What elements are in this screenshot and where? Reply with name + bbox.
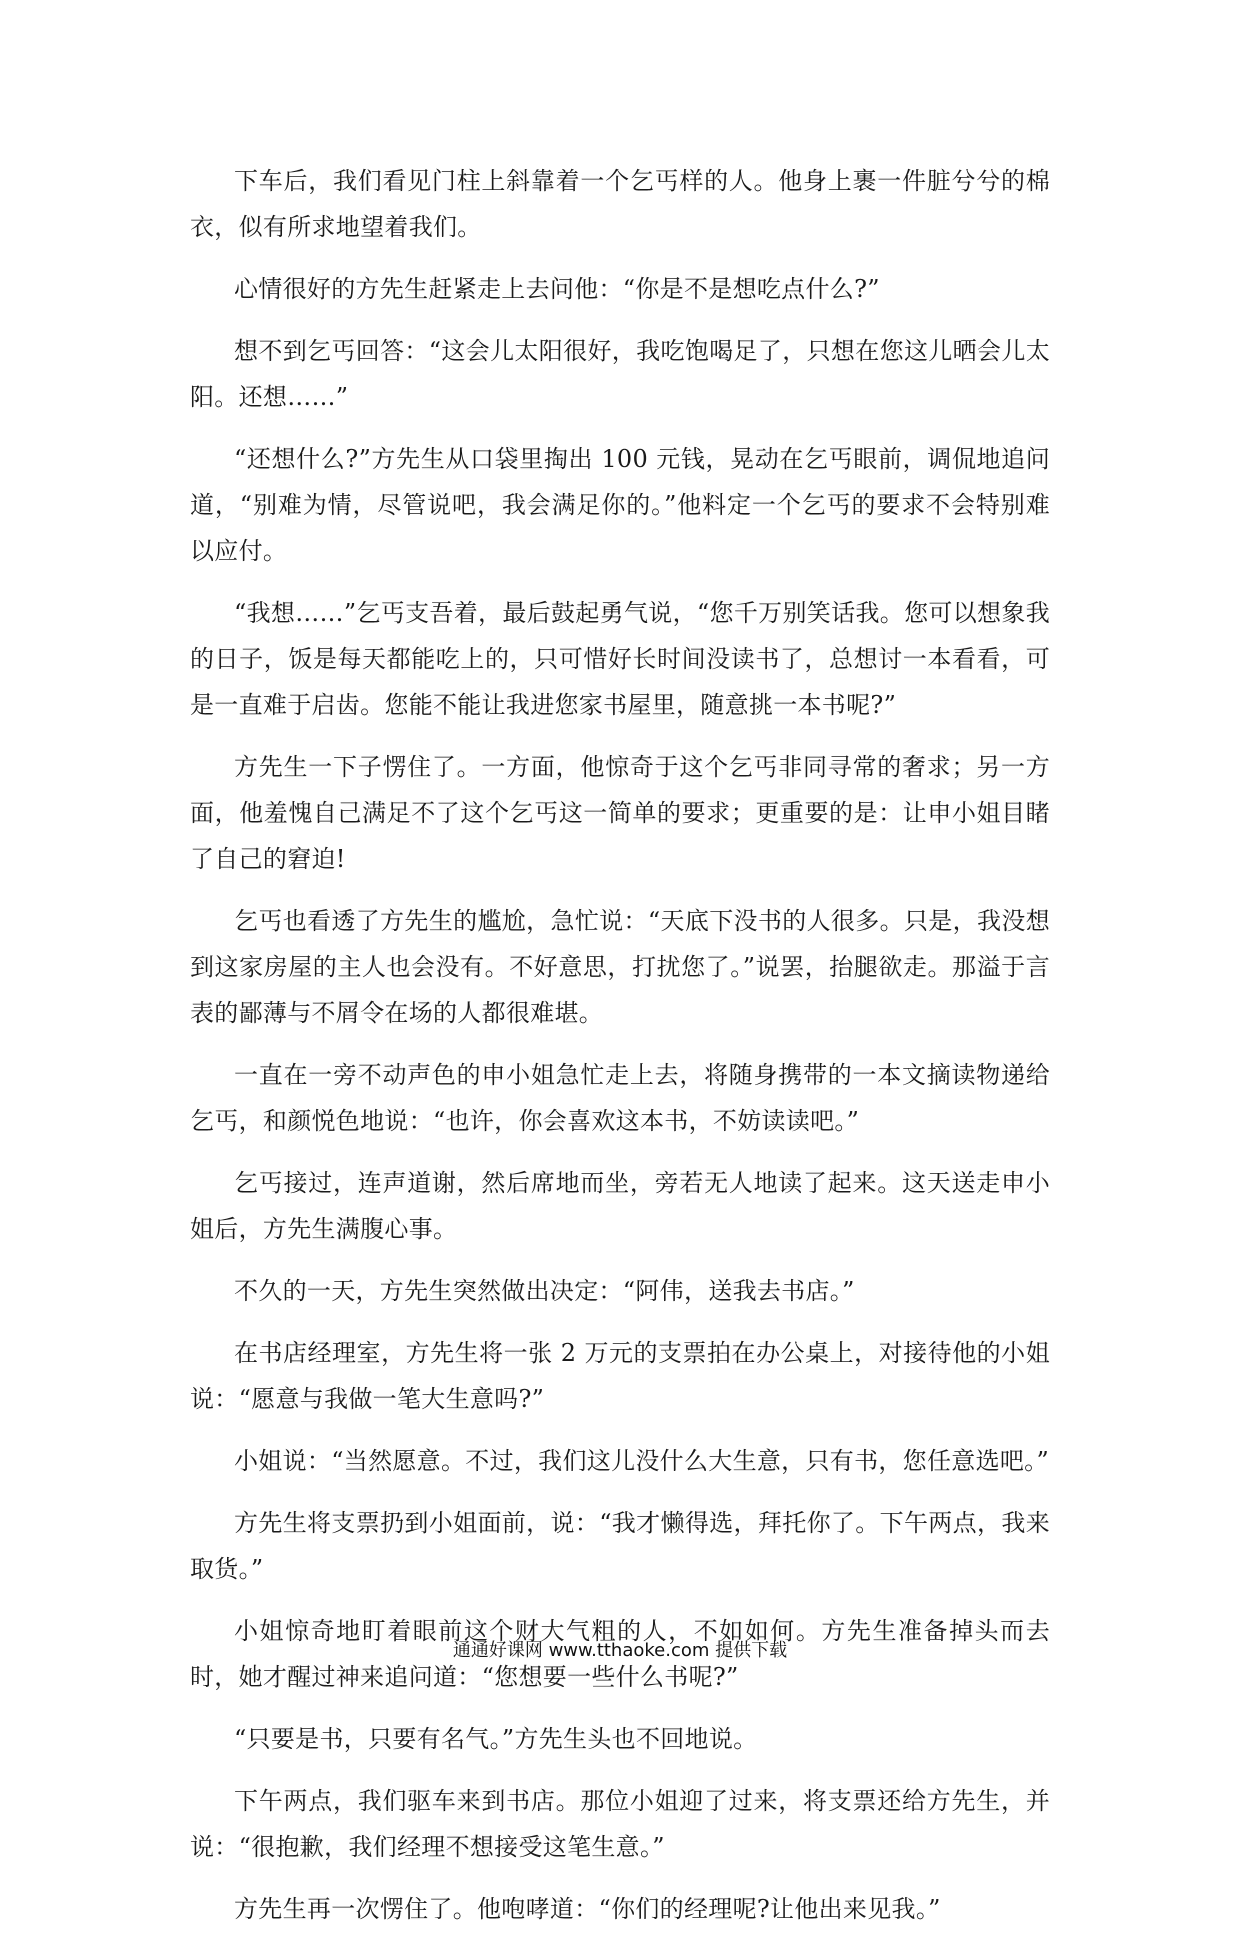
paragraph: 乞丐接过，连声道谢，然后席地而坐，旁若无人地读了起来。这天送走申小姐后，方先生满腹心事。 — [190, 1169, 1050, 1243]
paragraph: 下午两点，我们驱车来到书店。那位小姐迎了过来，将支票还给方先生，并说：“很抱歉，我们经理不想接受这笔生意。” — [190, 1787, 1050, 1861]
paragraph: “还想什么?”方先生从口袋里掏出 100 元钱，晃动在乞丐眼前，调侃地追问道，“别难为情，尽管说吧，我会满足你的。”他料定一个乞丐的要求不会特别难以应付。 — [190, 445, 1050, 565]
paragraph: 小姐惊奇地盯着眼前这个财大气粗的人，不如如何。方先生准备掉头而去时，她才醒过神来追问道：“您想要一些什么书呢?” — [190, 1617, 1050, 1691]
paragraph: 在书店经理室，方先生将一张 2 万元的支票拍在办公桌上，对接待他的小姐说：“愿意与我做一笔大生意吗?” — [190, 1339, 1050, 1413]
paragraph: 下车后，我们看见门柱上斜靠着一个乞丐样的人。他身上裹一件脏兮兮的棉衣，似有所求地望着我们。 — [190, 167, 1050, 241]
paragraph: 小姐说：“当然愿意。不过，我们这儿没什么大生意，只有书，您任意选吧。” — [234, 1447, 1050, 1475]
paragraph: 心情很好的方先生赶紧走上去问他：“你是不是想吃点什么?” — [234, 275, 880, 303]
paragraph: 一直在一旁不动声色的申小姐急忙走上去，将随身携带的一本文摘读物递给乞丐，和颜悦色地说：“也许，你会喜欢这本书，不妨读读吧。” — [190, 1061, 1050, 1135]
paragraph: 方先生一下子愣住了。一方面，他惊奇于这个乞丐非同寻常的奢求；另一方面，他羞愧自己满足不了这个乞丐这一简单的要求；更重要的是：让申小姐目睹了自己的窘迫! — [190, 753, 1050, 873]
paragraph: “只要是书，只要有名气。”方先生头也不回地说。 — [234, 1725, 758, 1753]
page-footer: 通通好课网 www.tthaoke.com 提供下载 — [452, 1640, 788, 1661]
story-text — [190, 158, 1050, 1948]
paragraph: 不久的一天，方先生突然做出决定：“阿伟，送我去书店。” — [234, 1277, 855, 1305]
paragraph: “我想……”乞丐支吾着，最后鼓起勇气说，“您千万别笑话我。您可以想象我的日子，饭是每天都能吃上的，只可惜好长时间没读书了，总想讨一本看看，可是一直难于启齿。您能不能让我进您家书屋里，随意挑一本书呢?” — [190, 599, 1050, 719]
paragraph: 想不到乞丐回答：“这会儿太阳很好，我吃饱喝足了，只想在您这儿晒会儿太阳。还想……” — [190, 337, 1050, 411]
paragraph: 乞丐也看透了方先生的尴尬，急忙说：“天底下没书的人很多。只是，我没想到这家房屋的主人也会没有。不好意思，打扰您了。”说罢，抬腿欲走。那溢于言表的鄙薄与不屑令在场的人都很难堪。 — [190, 907, 1050, 1027]
paragraph: 方先生将支票扔到小姐面前，说：“我才懒得选，拜托你了。下午两点，我来取货。” — [190, 1509, 1050, 1583]
paragraph: 方先生再一次愣住了。他咆哮道：“你们的经理呢?让他出来见我。” — [234, 1895, 941, 1923]
